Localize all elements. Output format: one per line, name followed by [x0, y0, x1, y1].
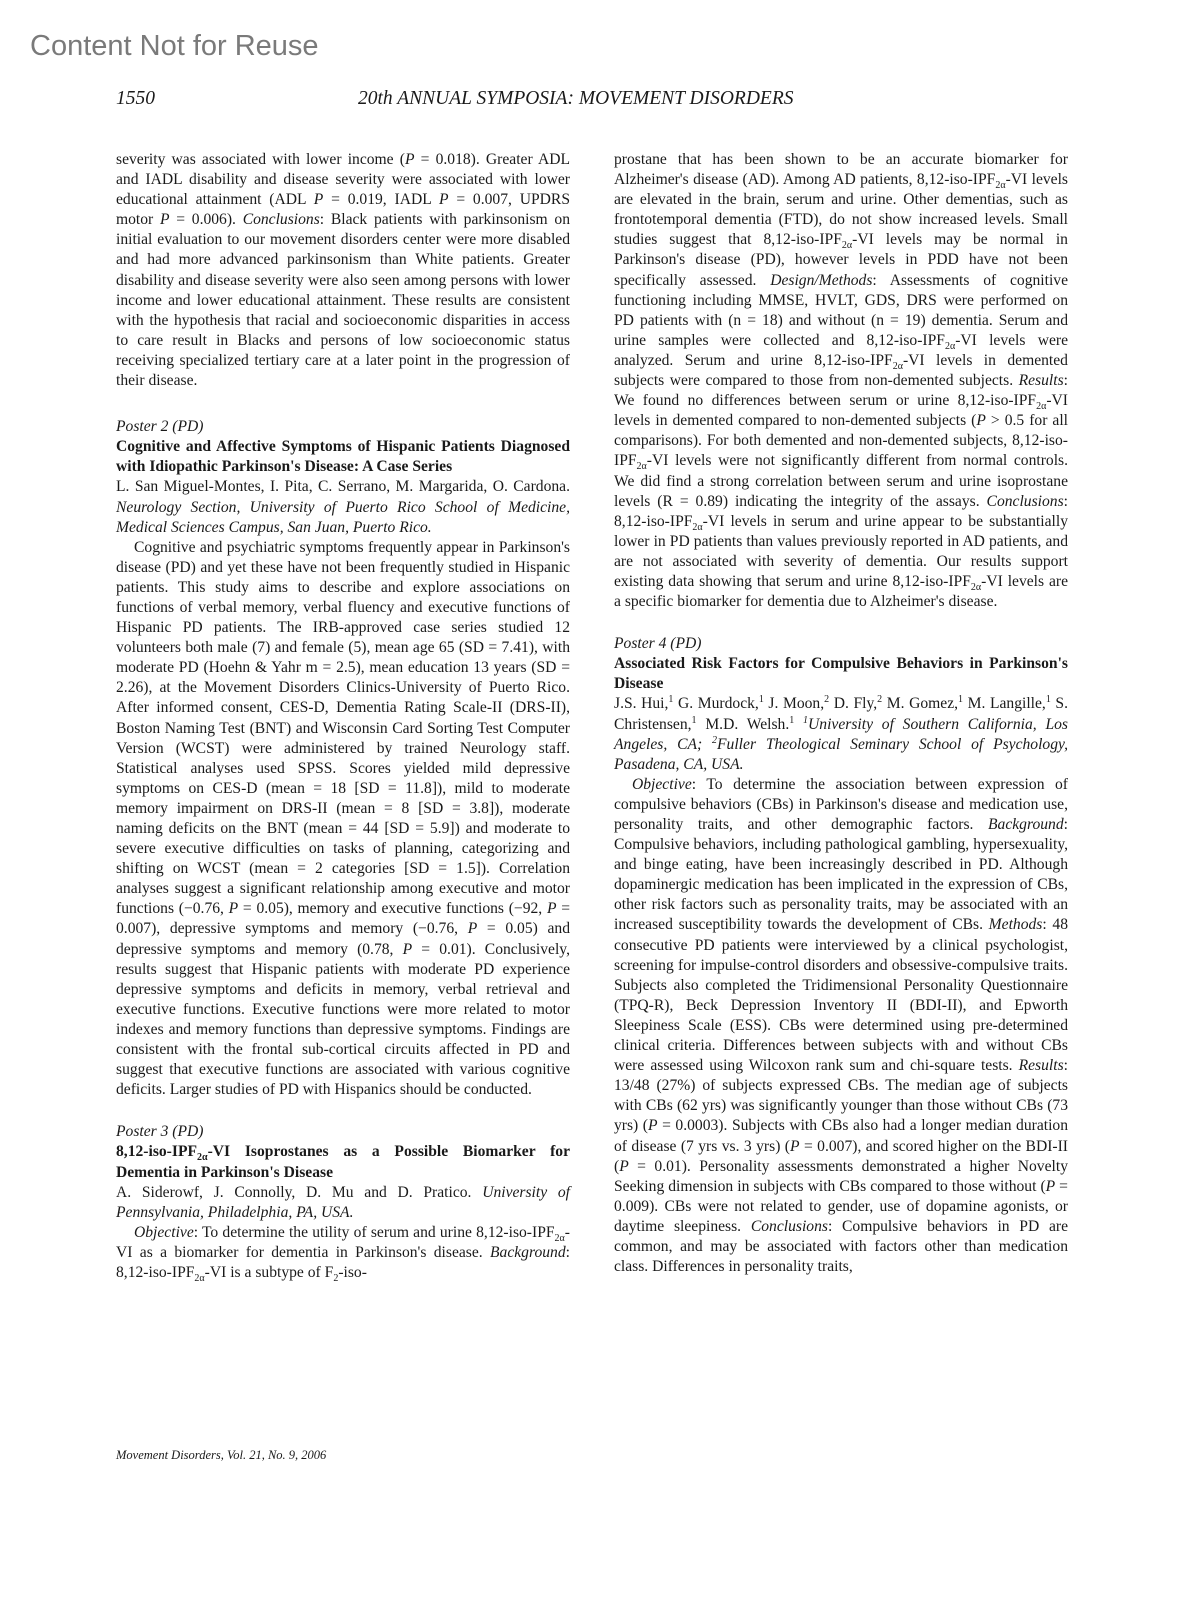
- poster-title: Cognitive and Affective Symptoms of Hispanic Patients Diagnosed with Idiopathic Parkinson's Disease: A Case Series: [116, 438, 570, 476]
- left-column: [116, 150, 570, 1283]
- poster-label: Poster 4 (PD): [614, 635, 702, 653]
- conclusions-label: Conclusions: [750, 1217, 828, 1235]
- background-label: Background: [490, 1243, 566, 1261]
- poster-3-continuation: prostane that has been shown to be an accurate biomarker for Alzheimer's disease (AD). Among AD patients, $8,12-iso-IPF_{2\alpha}-VI$ levels are elevated in the brain, serum and urine. Other dementias, such as frontotemporal dementia (FTD), do not show increased levels. Small studies suggest that $8,12-iso-IPF_{2\alpha}-VI$ levels may be normal in Parkinson's disease (PD), however levels in PDD have not been specifically assessed. Design/Methods: Assessments of cognitive functioning including MMSE, HVLT, GDS, DRS were performed on PD patients with (n = 18) and without (n = 19) dementia. Serum and urine samples were collected and $8,12-iso-IPF_{2\alpha}-VI$ levels were analyzed. Serum and urine $8,12-iso-IPF_{2\alpha}-VI$ levels in demented subjects were compared to those from non-demented subjects. Results: We found no differences between serum or urine $8,12-iso-IPF_{2\alpha}-VI$ levels in demented compared to non-demented subjects (P > 0.5 for all comparisons). For both demented and non-demented subjects, $8,12-iso-IPF_{2\alpha}-VI$ levels were not significantly different from normal controls. We did find a strong correlation between serum and urine isoprostane levels (R = 0.89) indicating the integrity of the assays. Conclusions: $8,12-iso-IPF_{2\alpha}-VI$ levels in serum and urine appear to be substantially lower in PD patients than values previously reported in AD patients, and are not associated with severity of dementia. Our results support existing data showing that serum and urine $8,12-iso-IPF_{2\alpha}-VI$ levels are a specific biomarker for dementia due to Alzheimer's disease.: [614, 151, 1069, 611]
- poster-2: [116, 417, 570, 1100]
- poster-label: Poster 3 (PD): [116, 1123, 204, 1141]
- poster-abstract: Cognitive and psychiatric symptoms frequently appear in Parkinson's disease (PD) and yet these have not been frequently studied in Hispanic patients. This study aims to describe and explore associations on functions of verbal memory, verbal fluency and executive functions of Hispanic PD patients. The IRB-approved case series studied 12 volunteers both male (7) and female (5), mean age 65 (SD = 7.41), with moderate PD (Hoehn & Yahr m = 2.5), mean education 13 years (SD = 2.26), at the Movement Disorders Clinics-University of Puerto Rico. After informed consent, CES-D, Dementia Rating Scale-II (DRS-II), Boston Naming Test (BNT) and Wisconsin Card Sorting Test Computer Version (WCST) were administered by trained Neurology staff. Statistical analyses used SPSS. Scores yielded mild depressive symptoms on CES-D (mean = 18 [SD = 11.8]), mild to moderate memory impairment on DRS-II (mean = 8 [SD = 3.8]), moderate naming deficits on the BNT (mean = 44 [SD = 5.9]) and moderate to severe executive difficulties on tasks of planning, categorizing and shifting on WCST (mean = 2 categories [SD = 1.5]). Correlation analyses suggest a significant relationship among executive and motor functions (−0.76, P = 0.05), memory and executive functions (−92, P = 0.007), depressive symptoms and memory (−0.76, P = 0.05) and depressive symptoms and memory (0.78, P = 0.01). Conclusively, results suggest that Hispanic patients with moderate PD experience depressive symptoms and deficits in memory, verbal retrieval and executive functions. Executive functions were more related to motor indexes and memory functions than depressive symptoms. Findings are consistent with the frontal sub-cortical circuits affected in PD and suggest that executive functions are associated with various cognitive deficits. Larger studies of PD with Hispanics should be conducted.: [116, 538, 570, 1099]
- results-label: Results: [1018, 372, 1064, 390]
- poster-abstract: Objective: To determine the utility of serum and urine $8,12-iso-IPF_{2\alpha}-VI$ as a biomarker for dementia in Parkinson's disease. Background: $8,12-iso-IPF_{2\alpha}-VI$ is a subtype of $F_2-iso-$: [116, 1223, 570, 1285]
- poster-title: Associated Risk Factors for Compulsive Behaviors in Parkinson's Disease: [614, 655, 1068, 693]
- poster-4: [614, 634, 1068, 1277]
- poster-3: [116, 1122, 570, 1283]
- methods-label: Methods: [988, 916, 1043, 934]
- page-number: 1550: [116, 88, 155, 109]
- conclusions-label: Conclusions: [242, 211, 320, 229]
- poster-authors: A. Siderowf, J. Connolly, D. Mu and D. Pratico. University of Pennsylvania, Philadelphia, PA, USA.: [116, 1183, 570, 1221]
- conclusions-label: Conclusions: [986, 492, 1064, 510]
- poster-abstract: Objective: To determine the association between expression of compulsive behaviors (CBs) in Parkinson's disease and medication use, personality traits, and other demographic factors. Background: Compulsive behaviors, including pathological gambling, hypersexuality, and binge eating, have been increasingly described in PD. Although dopaminergic medication has been implicated in the expression of CBs, other risk factors such as personality traits, may be associated with an increased susceptibility towards the development of CBs. Methods: 48 consecutive PD patients were interviewed by a clinical psychologist, screening for impulse-control disorders and obsessive-compulsive traits. Subjects also completed the Tridimensional Personality Questionnaire (TPQ-R), Beck Depression Inventory II (BDI-II), and Epworth Sleepiness Scale (ESS). CBs were determined using pre-determined clinical criteria. Differences between subjects with and without CBs were assessed using Wilcoxon rank sum and chi-square tests. Results: 13/48 (27%) of subjects expressed CBs. The median age of subjects with CBs (62 yrs) was significantly younger than those without CBs (73 yrs) (P = 0.0003). Subjects with CBs also had a longer median duration of disease (7 yrs vs. 3 yrs) (P = 0.007), and scored higher on the BDI-II (P = 0.01). Personality assessments demonstrated a higher Novelty Seeking dimension in subjects with CBs compared to those without (P = 0.009). CBs were not related to gender, use of dopamine agonists, or daytime sleepiness. Conclusions: Compulsive behaviors in PD are common, and may be associated with factors other than medication class. Differences in personality traits,: [614, 775, 1069, 1276]
- running-head: [116, 88, 1068, 114]
- design-methods-label: Design/Methods: [770, 271, 873, 289]
- background-label: Background: [988, 816, 1064, 833]
- poster-authors: L. San Miguel-Montes, I. Pita, C. Serrano, M. Margarida, O. Cardona. Neurology Section, University of Puerto Rico School of Medicine, Medical Sciences Campus, San Juan, Puerto Rico.: [116, 478, 570, 536]
- results-label: Results: [1018, 1057, 1064, 1075]
- journal-footer: Movement Disorders, Vol. 21, No. 9, 2006: [116, 1448, 327, 1462]
- journal-title: 20th ANNUAL SYMPOSIA: MOVEMENT DISORDERS: [358, 88, 794, 109]
- watermark: Content Not for Reuse: [30, 30, 319, 62]
- poster-title: $8,12-iso-IPF_{2\alpha}-VI$ Isoprostanes as a Possible Biomarker for Dementia in Parkinson's Disease: [116, 1143, 570, 1181]
- continuation-paragraph: severity was associated with lower income (P = 0.018). Greater ADL and IADL disability and disease severity were associated with lower educational attainment (ADL P = 0.019, IADL P = 0.007, UPDRS motor P = 0.006). Conclusions: Black patients with parkinsonism on initial evaluation to our movement disorders center were more disabled and had more advanced parkinsonism than White patients. Greater disability and disease severity were also seen among persons with lower income and lower educational attainment. These results are consistent with the hypothesis that racial and socioeconomic disparities in access to care result in Blacks and persons of low socioeconomic status receiving specialized tertiary care at a later point in the progression of their disease.: [116, 151, 571, 390]
- objective-label: Objective: [134, 1223, 194, 1241]
- objective-label: Objective: [632, 775, 692, 793]
- poster-label: Poster 2 (PD): [116, 418, 204, 436]
- poster-authors: J.S. Hui,$^1$ G. Murdock,$^1$ J. Moon,$^2$ D. Fly,$^2$ M. Gomez,$^1$ M. Langille,$^1$ S. Christensen,$^1$ M.D. Welsh.$^1$ $^1$University of Southern California, Los Angeles, CA; $^2$Fuller Theological Seminary School of Psychology, Pasadena, CA, USA.: [614, 694, 1068, 773]
- right-column: [614, 150, 1068, 1277]
